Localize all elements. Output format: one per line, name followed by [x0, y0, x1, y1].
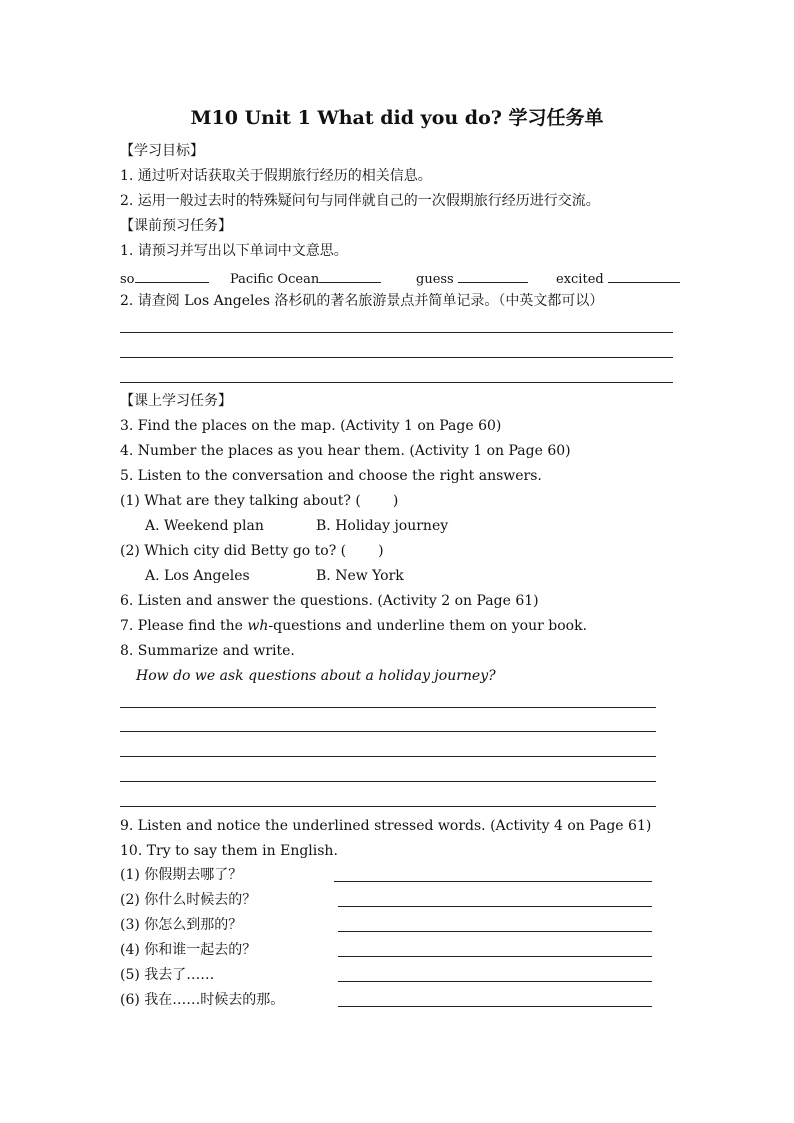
task-prompt: How do we ask questions about a holiday journey?	[136, 668, 496, 684]
vocab-blank[interactable]	[135, 268, 209, 283]
vocab-word	[230, 268, 381, 289]
task-item: 3. Find the places on the map. (Activity 1 on Page 60)	[120, 418, 502, 434]
answer-line[interactable]	[120, 382, 673, 383]
question-text: (2) Which city did Betty go to? (	[120, 543, 347, 559]
vocab-blank[interactable]	[458, 268, 528, 283]
question	[120, 492, 398, 510]
option-a: A. Weekend plan	[145, 518, 264, 534]
answer-line[interactable]	[338, 981, 652, 982]
question	[120, 542, 384, 560]
goal-item: 1. 通过听对话获取关于假期旅行经历的相关信息。	[120, 168, 432, 184]
goal-item: 2. 运用一般过去时的特殊疑问句与同伴就自己的一次假期旅行经历进行交流。	[120, 193, 600, 209]
section-heading-preview: 【课前预习任务】	[120, 218, 232, 234]
translate-prompt: (6) 我在……时候去的那。	[120, 992, 285, 1008]
translate-prompt: (1) 你假期去哪了？	[120, 867, 243, 883]
answer-line[interactable]	[120, 756, 656, 757]
task-text: -questions and underline them on your book.	[268, 618, 588, 634]
answer-line[interactable]	[120, 806, 656, 807]
answer-line[interactable]	[120, 707, 656, 708]
answer-line[interactable]	[120, 357, 673, 358]
preview-item: 2. 请查阅 Los Angeles 洛杉矶的著名旅游景点并简单记录。（中英文都可以）	[120, 293, 604, 309]
vocab-word	[556, 268, 680, 289]
task-item: 8. Summarize and write.	[120, 643, 295, 659]
answer-line[interactable]	[338, 956, 652, 957]
answer-line[interactable]	[338, 931, 652, 932]
task-item: 6. Listen and answer the questions. (Activity 2 on Page 61)	[120, 593, 539, 609]
answer-line[interactable]	[334, 881, 652, 882]
task-item: 4. Number the places as you hear them. (Activity 1 on Page 60)	[120, 443, 571, 459]
option-a: A. Los Angeles	[145, 568, 250, 584]
answer-line[interactable]	[338, 1006, 652, 1007]
vocab-blank[interactable]	[608, 268, 680, 283]
answer-line[interactable]	[120, 781, 656, 782]
translate-prompt: (3) 你怎么到那的？	[120, 917, 243, 933]
answer-line[interactable]	[120, 731, 656, 732]
section-heading-goals: 【学习目标】	[120, 143, 204, 159]
vocab-label: so	[120, 272, 135, 287]
task-item: 9. Listen and notice the underlined stressed words. (Activity 4 on Page 61)	[120, 818, 652, 834]
task-item	[120, 617, 587, 635]
vocab-label: guess	[416, 272, 454, 287]
page-title: M10 Unit 1 What did you do? 学习任务单	[190, 107, 604, 129]
translate-prompt: (2) 你什么时候去的？	[120, 892, 257, 908]
option-b: B. New York	[316, 568, 404, 584]
vocab-label: Pacific Ocean	[230, 272, 320, 287]
task-text: 7. Please find the	[120, 618, 248, 634]
question-close: )	[378, 543, 384, 559]
vocab-label: excited	[556, 272, 604, 287]
vocab-word	[416, 268, 528, 289]
question-text: (1) What are they talking about? (	[120, 493, 361, 509]
answer-line[interactable]	[338, 906, 652, 907]
vocab-word	[120, 268, 209, 289]
vocab-blank[interactable]	[319, 268, 381, 283]
task-text-emphasis: wh	[247, 618, 269, 634]
option-b: B. Holiday journey	[316, 518, 449, 534]
answer-line[interactable]	[120, 332, 673, 333]
translate-prompt: (5) 我去了……	[120, 967, 215, 983]
preview-item: 1. 请预习并写出以下单词中文意思。	[120, 243, 348, 259]
question-close: )	[392, 493, 399, 509]
translate-prompt: (4) 你和谁一起去的？	[120, 942, 257, 958]
task-item: 5. Listen to the conversation and choose the right answers.	[120, 468, 542, 484]
section-heading-class: 【课上学习任务】	[120, 393, 232, 409]
task-item: 10. Try to say them in English.	[120, 843, 338, 859]
